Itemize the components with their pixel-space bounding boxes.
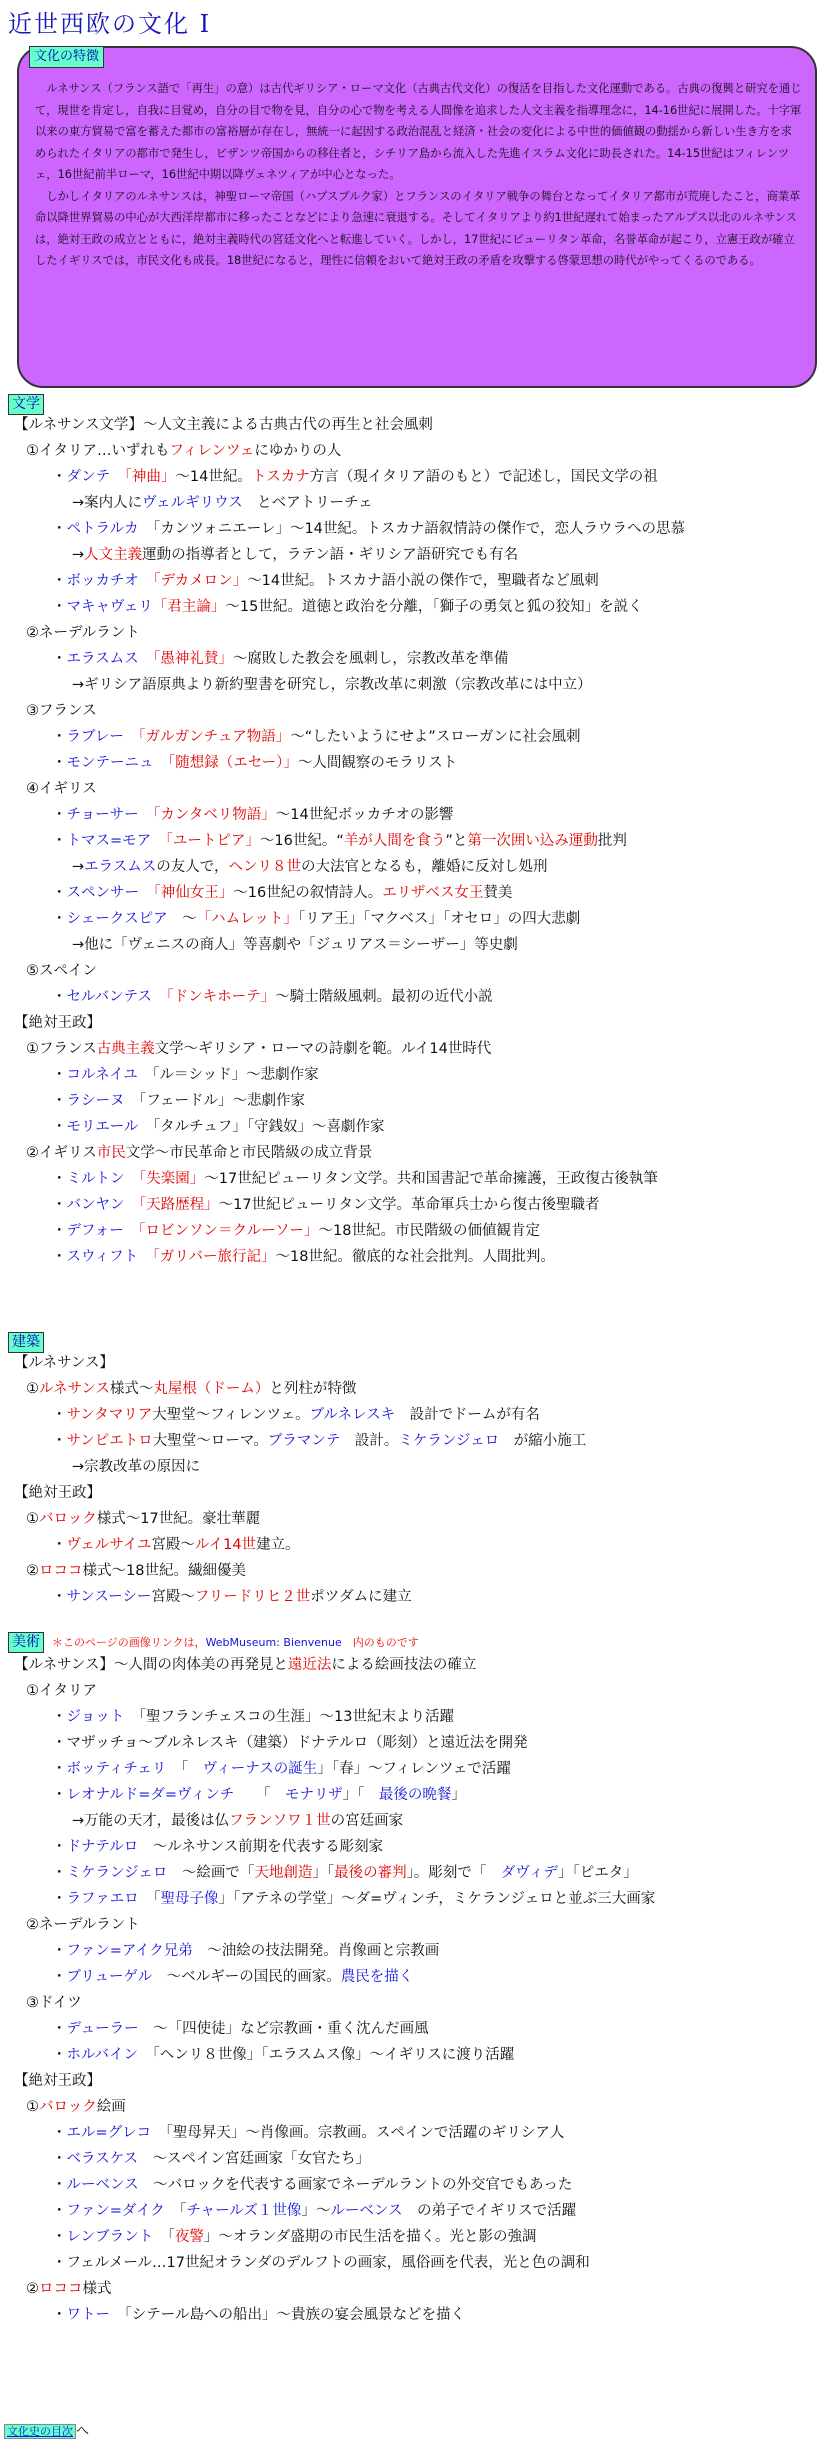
art-germany-heading: ③ドイツ: [26, 1995, 82, 2011]
list-item-holbein: ・ホルバイン 「ヘンリ８世像」「エラスムス像」～イギリスに渡り活躍: [52, 2047, 515, 2063]
art-italy-heading: ①イタリア: [26, 1683, 97, 1699]
list-item-milton: ・ミルトン 「失楽園」～17世紀ピューリタン文学。共和国書記で革命擁護，王政復古後執筆: [52, 1171, 658, 1187]
list-item-bruegel: ・ブリューゲル ～ベルギーの国民的画家。農民を描く: [52, 1969, 414, 1985]
literature-netherlands-heading: ②ネーデルラント: [26, 625, 140, 641]
list-item-botticelli: ・ボッティチェリ 「 ヴィーナスの誕生」「春」～フィレンツェで活躍: [52, 1761, 511, 1777]
list-item-giotto: ・ジョット 「聖フランチェスコの生涯」～13世紀末より活躍: [52, 1709, 454, 1725]
list-item-donatello: ・ドナテルロ ～ルネサンス前期を代表する彫刻家: [52, 1839, 384, 1855]
list-item-more-note: →エラスムスの友人で，ヘンリ８世の大法官となるも，離婚に反対し処刑: [72, 859, 548, 875]
list-item-elgreco: ・エル=グレコ 「聖母昇天」～肖像画。宗教画。スペインで活躍のギリシア人: [52, 2125, 565, 2141]
intro-panel: [17, 46, 817, 388]
list-item-moliere: ・モリエール 「タルチュフ」「守銭奴」～喜劇作家: [52, 1119, 385, 1135]
section-label-literature: 文学: [8, 394, 44, 415]
list-item-velazquez: ・ベラスケス ～スペイン宮廷画家「女官たち」: [52, 2151, 370, 2167]
literature-england-heading: ④イギリス: [26, 781, 97, 797]
list-item-versailles: ・ヴェルサイユ宮殿～ルイ14世建立。: [52, 1537, 300, 1553]
architecture-renaissance-style: ①ルネサンス様式～丸屋根（ドーム）と列柱が特徴: [26, 1381, 357, 1397]
architecture-renaissance-header: 【ルネサンス】: [14, 1355, 114, 1371]
art-block: [0, 1652, 834, 2328]
list-item-erasmus-note: →ギリシア語原典より新約聖書を研究し，宗教改革に刺激（宗教改革には中立）: [72, 677, 592, 693]
list-item-corneille: ・コルネイユ 「ル＝シッド」～悲劇作家: [52, 1067, 319, 1083]
list-item-boccaccio: ・ボッカチオ 「デカメロン」～14世紀。トスカナ語小説の傑作で，聖職者など風刺: [52, 573, 599, 589]
art-renaissance-header: 【ルネサンス】～人間の肉体美の再発見と遠近法による絵画技法の確立: [14, 1657, 477, 1673]
list-item-michelangelo: ・ミケランジェロ ～絵画で「天地創造」「最後の審判」。彫刻で「 ダヴィデ」「ピエタ」: [52, 1865, 638, 1881]
list-item-more: ・トマス=モア 「ユートピア」～16世紀。“羊が人間を食う”と第一次囲い込み運動批判: [52, 833, 627, 849]
list-item-sanssouci: ・サンスーシー宮殿～フリードリヒ２世ポツダムに建立: [52, 1589, 412, 1605]
art-baroque-heading: ①バロック絵画: [26, 2099, 126, 2115]
list-item-watteau: ・ワトー 「シテール島への船出」～貴族の宴会風景などを描く: [52, 2307, 465, 2323]
art-absolutism-header: 【絶対王政】: [14, 2073, 101, 2089]
section-label-architecture: 建築: [8, 1332, 44, 1353]
architecture-rococo: ②ロココ様式～18世紀。繊細優美: [26, 1563, 246, 1579]
intro-paragraph-1: ルネサンス（フランス語で「再生」の意）は古代ギリシア・ローマ文化（古典古代文化）の復活を目指した文化運動である。古典の復興と研究を通じて，現世を肯定し，自我に目覚め，自分の目で物を見，自分の心で物を考える人間像を追求した人文主義を指導理念に，14-16世紀に展開した。十字軍以来の東方貿易で富を蓄えた都市の富裕層が存在し，無統一に起因する政治混乱と経済・社会の変化による中世的価値観の動揺から新しい生き方を求められたイタリアの都市で発生し，ビザンツ帝国からの移住者と，シチリア島から流入した先進イスラム文化に助長された。14-15世紀はフィレンツェ，16世紀前半ローマ，16世紀中期以降ヴェネツィアが中心となった。: [35, 82, 802, 181]
literature-french-classicism: ①フランス古典主義文学～ギリシア・ローマの詩劇を範。ルイ14世時代: [26, 1041, 492, 1057]
list-item-defoe: ・デフォー 「ロビンソン＝クルーソー」～18世紀。市民階級の価値観肯定: [52, 1223, 540, 1239]
literature-absolutism-header: 【絶対王政】: [14, 1015, 101, 1031]
art-netherlands-heading: ②ネーデルラント: [26, 1917, 140, 1933]
list-item-machiavelli: ・マキャヴェリ「君主論」～15世紀。道徳と政治を分離，「獅子の勇気と狐の狡知」を説く: [52, 599, 643, 615]
list-item-cervantes: ・セルバンテス 「ドンキホーテ」～騎士階級風刺。最初の近代小説: [52, 989, 493, 1005]
list-item-durer: ・デューラー ～「四使徒」など宗教画・重く沈んだ画風: [52, 2021, 429, 2037]
list-item-san-pietro: ・サンピエトロ大聖堂～ローマ。ブラマンテ 設計。ミケランジェロ が縮小施工: [52, 1433, 587, 1449]
literature-block: [0, 412, 834, 1270]
list-item-masaccio: ・マザッチョ～ブルネレスキ（建築）ドナテルロ（彫刻）と遠近法を開発: [52, 1735, 528, 1751]
architecture-baroque: ①バロック様式～17世紀。豪壮華麗: [26, 1511, 261, 1527]
list-item-spenser: ・スペンサー 「神仙女王」～16世紀の叙情詩人。エリザベス女王賛美: [52, 885, 513, 901]
list-item-rembrandt: ・レンブラント 「夜警」～オランダ盛期の市民生活を描く。光と影の強調: [52, 2229, 537, 2245]
list-item-bunyan: ・バンヤン 「天路歴程」～17世紀ピューリタン文学。革命軍兵士から復古後聖職者: [52, 1197, 600, 1213]
literature-italy-heading: ①イタリア…いずれもフィレンツェにゆかりの人: [26, 443, 342, 459]
footer: [4, 2420, 89, 2439]
list-item-vaneyck: ・ファン=アイク兄弟 ～油絵の技法開発。肖像画と宗教画: [52, 1943, 440, 1959]
list-item-vandyck: ・ファン=ダイク 「チャールズ１世像」～ルーベンス の弟子でイギリスで活躍: [52, 2203, 577, 2219]
list-item-erasmus: ・エラスムス 「愚神礼賛」～腐敗した教会を風刺し，宗教改革を準備: [52, 651, 509, 667]
list-item-racine: ・ラシーヌ 「フェードル」～悲劇作家: [52, 1093, 306, 1109]
list-item-petrarca: ・ペトラルカ 「カンツォニエーレ」～14世紀。トスカナ語叙情詩の傑作で，恋人ラウラへの思慕: [52, 521, 685, 537]
list-item-dante: ・ダンテ 「神曲」～14世紀。トスカナ方言（現イタリア語のもと）で記述し，国民文学の祖: [52, 469, 658, 485]
list-item-santa-maria: ・サンタマリア大聖堂～フィレンツェ。ブルネレスキ 設計でドームが有名: [52, 1407, 540, 1423]
literature-spain-heading: ⑤スペイン: [26, 963, 97, 979]
footer-suffix: へ: [76, 2424, 90, 2439]
intro-paragraph-2: しかしイタリアのルネサンスは，神聖ローマ帝国（ハプスブルク家）とフランスのイタリア戦争の舞台となってイタリア都市が荒廃したこと，商業革命以降世界貿易の中心が大西洋岸都市に移ったことなどにより急速に衰退する。そしてイタリアより約1世紀遅れて始まったアルプス以北のルネサンスは，絶対王政の成立とともに，絶対主義時代の宮廷文化へと転進していく。しかし，17世紀にピューリタン革命，名誉革命が起こり，立憲王政が確立したイギリスでは，市民文化も成長。18世紀になると，理性に信頼をおいて絶対王政の矛盾を攻撃する啓蒙思想の時代がやってくるのである。: [35, 189, 801, 267]
toc-link[interactable]: 文化史の目次: [4, 2424, 76, 2439]
section-label-art: 美術: [8, 1632, 44, 1653]
list-item-raphael: ・ラファエロ 「聖母子像」「アテネの学堂」～ダ=ヴィンチ，ミケランジェロと並ぶ三大画家: [52, 1891, 656, 1907]
architecture-block: [0, 1350, 834, 1610]
list-item-montaigne: ・モンテーニュ 「随想録（エセー）」～人間観察のモラリスト: [52, 755, 458, 771]
literature-renaissance-header: 【ルネサンス文学】～人文主義による古典古代の再生と社会風刺: [14, 417, 433, 433]
list-item-chaucer: ・チョーサー 「カンタベリ物語」～14世紀ボッカチオの影響: [52, 807, 454, 823]
list-item-rabelais: ・ラブレー 「ガルガンチュア物語」～“したいようにせよ”スローガンに社会風刺: [52, 729, 581, 745]
list-item-rubens: ・ルーベンス ～バロックを代表する画家でネーデルラントの外交官でもあった: [52, 2177, 573, 2193]
list-item-dante-note: →案内人にヴェルギリウス とベアトリーチェ: [72, 495, 373, 511]
list-item-shakespeare: ・シェークスピア ～「ハムレット」「リア王」「マクベス」「オセロ」の四大悲劇: [52, 911, 581, 927]
architecture-absolutism-header: 【絶対王政】: [14, 1485, 101, 1501]
list-item-swift: ・スウィフト 「ガリバー旅行記」～18世紀。徹底的な社会批判。人間批判。: [52, 1249, 555, 1265]
image-link-note: ＊このページの画像リンクは，WebMuseum: Bienvenue 内のものです: [52, 1636, 419, 1649]
list-item-vermeer: ・フェルメール…17世紀オランダのデルフトの画家，風俗画を代表，光と色の調和: [52, 2255, 590, 2271]
intro-tag: 文化の特徴: [29, 46, 104, 68]
list-item-leonardo-note: →万能の天才，最後は仏フランソワ１世の宮廷画家: [72, 1813, 404, 1829]
art-rococo-heading: ②ロココ様式: [26, 2281, 112, 2297]
literature-english-citizen: ②イギリス市民文学～市民革命と市民階級の成立背景: [26, 1145, 373, 1161]
literature-france-heading: ③フランス: [26, 703, 97, 719]
list-item-leonardo: ・レオナルド=ダ=ヴィンチ 「 モナリザ」「 最後の晩餐」: [52, 1787, 466, 1803]
page-title: 近世西欧の文化 Ⅰ: [8, 10, 212, 38]
list-item-san-pietro-note: →宗教改革の原因に: [72, 1459, 201, 1475]
list-item-petrarca-note: →人文主義運動の指導者として，ラテン語・ギリシア語研究でも有名: [72, 547, 519, 563]
list-item-shakespeare-note: →他に「ヴェニスの商人」等喜劇や「ジュリアス＝シーザー」等史劇: [72, 937, 518, 953]
